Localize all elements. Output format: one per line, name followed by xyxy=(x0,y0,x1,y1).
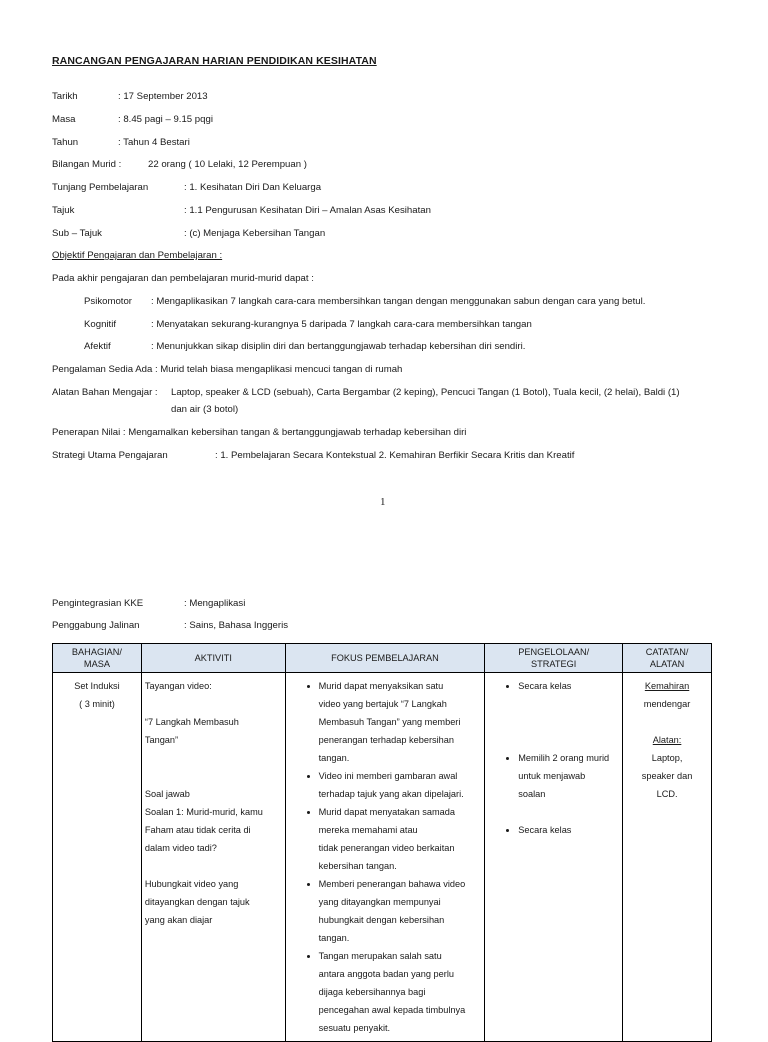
fokus-line: yang ditayangkan mempunyai xyxy=(318,897,441,907)
field-label: Pengintegrasian KKE xyxy=(52,598,144,609)
aktiviti-line: “7 Langkah Membasuh xyxy=(144,717,239,727)
objektif-intro: Pada akhir pengajaran dan pembelajaran murid-murid dapat : xyxy=(52,273,314,284)
aktiviti-line: Soalan 1: Murid-murid, kamu xyxy=(144,807,263,817)
field-value: : 8.45 pagi – 9.15 pqgi xyxy=(118,114,213,125)
list-item xyxy=(319,803,482,875)
header-aktiviti: AKTIVITI xyxy=(141,644,285,673)
fokus-line: tidak penerangan video berkaitan xyxy=(318,843,455,853)
field-value: : Tahun 4 Bestari xyxy=(118,137,190,148)
fokus-list xyxy=(289,677,482,1037)
catatan-alatan: Alatan: xyxy=(652,735,682,745)
cell-fokus xyxy=(285,673,485,1042)
catatan-line: Laptop, xyxy=(651,753,683,763)
objektif-text: : Menyatakan sekurang-kurangnya 5 daripada 7 langkah cara-cara membersihkan tangan xyxy=(151,319,532,330)
pengelolaan-line: untuk menjawab xyxy=(518,771,586,781)
cell-pengelolaan xyxy=(485,673,623,1042)
field-label: Tahun xyxy=(52,137,79,148)
bahagian-line: Set Induksi xyxy=(74,681,120,691)
header-bahagian xyxy=(53,644,142,673)
field-value: : 1.1 Pengurusan Kesihatan Diri – Amalan Asas Kesihatan xyxy=(184,205,431,216)
fokus-line: • Murid dapat menyatakan samada xyxy=(318,807,455,817)
fokus-line: • Video ini memberi gambaran awal xyxy=(318,771,458,781)
fokus-line: penerangan terhadap kebersihan xyxy=(318,735,454,745)
header-pengelolaan xyxy=(485,644,623,673)
pengelolaan-list xyxy=(488,677,619,695)
fokus-line: pencegahan awal kepada timbulnya xyxy=(318,1005,466,1015)
page-number: 1 xyxy=(380,496,386,508)
pengelolaan-line: soalan xyxy=(518,789,546,799)
fokus-line: Membasuh Tangan” yang memberi xyxy=(318,717,461,727)
aktiviti-line: Faham atau tidak cerita di xyxy=(144,825,251,835)
fokus-line: hubungkait dengan kebersihan xyxy=(318,915,445,925)
header-fokus: FOKUS PEMBELAJARAN xyxy=(285,644,485,673)
fokus-line: • Memberi penerangan bahawa video xyxy=(318,879,466,889)
table-row xyxy=(53,673,712,1042)
field-label: Tunjang Pembelajaran xyxy=(52,182,149,193)
field-value: : 17 September 2013 xyxy=(118,91,208,102)
objektif-text: : Menunjukkan sikap disiplin diri dan bertanggungjawab terhadap kebersihan diri sendiri. xyxy=(151,341,526,352)
catatan-kemahiran: Kemahiran xyxy=(644,681,690,691)
fokus-line: tangan. xyxy=(318,933,350,943)
alatan-line1: Laptop, speaker & LCD (sebuah), Carta Bergambar (2 keping), Pencuci Tangan (1 Botol), Tuala kecil, (2 helai), Baldi (1) xyxy=(171,387,680,398)
field-label: Tarikh xyxy=(52,91,78,102)
field-value: : 1. Kesihatan Diri Dan Keluarga xyxy=(184,182,322,193)
fokus-line: antara anggota badan yang perlu xyxy=(318,969,454,979)
strategi-value: : 1. Pembelajaran Secara Kontekstual 2. Kemahiran Berfikir Secara Kritis dan Kreatif xyxy=(215,450,575,461)
alatan-label: Alatan Bahan Mengajar : xyxy=(52,387,158,398)
list-item xyxy=(518,749,619,803)
aktiviti-line: yang akan diajar xyxy=(144,915,213,925)
aktiviti-line: ditayangkan dengan tajuk xyxy=(144,897,250,907)
field-value: : (c) Menjaga Kebersihan Tangan xyxy=(184,228,326,239)
objektif-label: Afektif xyxy=(84,341,111,352)
pengelolaan-line: • Secara kelas xyxy=(518,681,572,691)
cell-bahagian xyxy=(53,673,142,1042)
aktiviti-line: dalam video tadi? xyxy=(144,843,217,853)
field-label: Bilangan Murid : xyxy=(52,159,122,170)
cell-catatan xyxy=(623,673,712,1042)
fokus-line: mereka memahami atau xyxy=(318,825,418,835)
pengelolaan-list xyxy=(488,821,619,839)
field-value: : Sains, Bahasa Inggeris xyxy=(184,620,288,631)
pengelolaan-line: • Memilih 2 orang murid xyxy=(518,753,610,763)
document-title: RANCANGAN PENGAJARAN HARIAN PENDIDIKAN KESIHATAN xyxy=(52,55,377,67)
header-line: PENGELOLAAN/ xyxy=(518,647,590,657)
list-item xyxy=(319,677,482,767)
header-line: CATATAN/ xyxy=(645,647,689,657)
objektif-label: Kognitif xyxy=(84,319,116,330)
objektif-text: : Mengaplikasikan 7 langkah cara-cara membersihkan tangan dengan menggunakan sabun dengan cara yang betul. xyxy=(151,296,646,307)
objektif-heading: Objektif Pengajaran dan Pembelajaran : xyxy=(52,250,223,261)
fokus-line: tangan. xyxy=(318,753,350,763)
strategi-label: Strategi Utama Pengajaran xyxy=(52,450,168,461)
header-line: STRATEGI xyxy=(531,659,577,669)
list-item xyxy=(319,767,482,803)
aktiviti-line: Hubungkait video yang xyxy=(144,879,239,889)
fokus-line: kebersihan tangan. xyxy=(318,861,397,871)
aktiviti-line: Tangan” xyxy=(144,735,179,745)
fokus-line: dijaga kebersihannya bagi xyxy=(318,987,426,997)
table-header-row xyxy=(53,644,712,673)
header-line: ALATAN xyxy=(649,659,685,669)
field-label: Masa xyxy=(52,114,76,125)
fokus-line: sesuatu penyakit. xyxy=(318,1023,391,1033)
catatan-line: LCD. xyxy=(656,789,678,799)
fokus-line: video yang bertajuk “7 Langkah xyxy=(318,699,447,709)
field-label: Sub – Tajuk xyxy=(52,228,102,239)
penerapan-nilai: Penerapan Nilai : Mengamalkan kebersihan tangan & bertanggungjawab terhadap kebersihan diri xyxy=(52,427,467,438)
field-value: : Mengaplikasi xyxy=(184,598,246,609)
header-line: MASA xyxy=(83,659,110,669)
pengelolaan-line: • Secara kelas xyxy=(518,825,572,835)
catatan-line: mendengar xyxy=(643,699,691,709)
objektif-label: Psikomotor xyxy=(84,296,132,307)
fokus-line: • Murid dapat menyaksikan satu xyxy=(318,681,444,691)
pengalaman-sedia-ada: Pengalaman Sedia Ada : Murid telah biasa mengaplikasi mencuci tangan di rumah xyxy=(52,364,403,375)
fokus-line: terhadap tajuk yang akan dipelajari. xyxy=(318,789,464,799)
list-item xyxy=(518,677,619,695)
list-item xyxy=(319,875,482,947)
field-label: Tajuk xyxy=(52,205,75,216)
list-item xyxy=(518,821,619,839)
catatan-line: speaker dan xyxy=(641,771,693,781)
pengelolaan-list xyxy=(488,749,619,803)
header-line: BAHAGIAN/ xyxy=(71,647,122,657)
lesson-plan-table xyxy=(52,643,712,1042)
fokus-line: • Tangan merupakan salah satu xyxy=(318,951,442,961)
aktiviti-line: Tayangan video: xyxy=(144,681,212,691)
cell-aktiviti xyxy=(141,673,285,1042)
header-catatan xyxy=(623,644,712,673)
field-value: 22 orang ( 10 Lelaki, 12 Perempuan ) xyxy=(148,159,307,170)
field-label: Penggabung Jalinan xyxy=(52,620,140,631)
aktiviti-line: Soal jawab xyxy=(144,789,190,799)
bahagian-line: ( 3 minit) xyxy=(79,699,115,709)
alatan-line2: dan air (3 botol) xyxy=(171,404,239,415)
